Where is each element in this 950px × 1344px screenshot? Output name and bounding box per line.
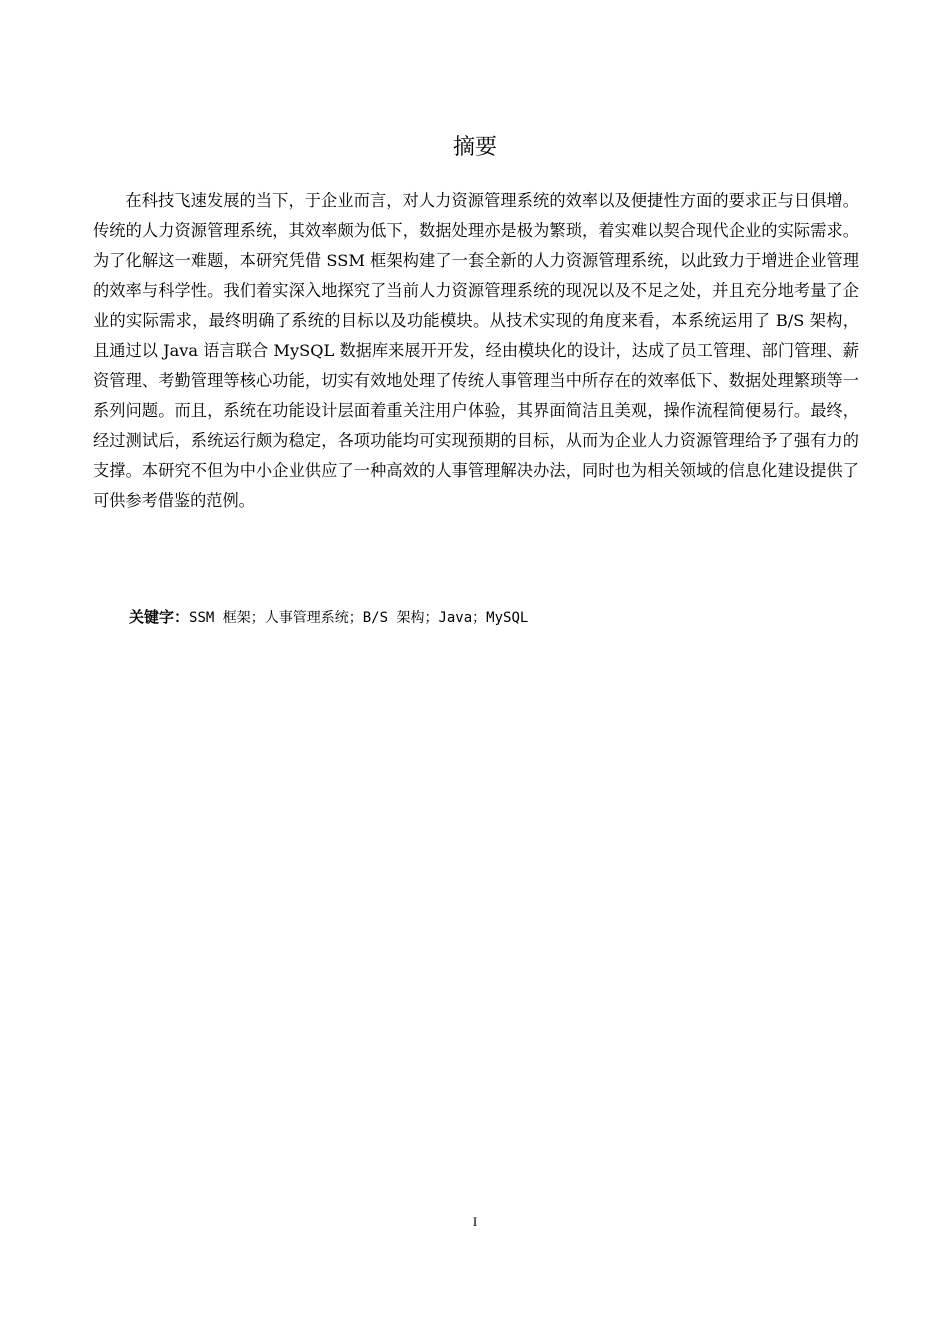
abstract-title: 摘要 <box>452 134 497 160</box>
page-number: I <box>472 1214 478 1229</box>
keywords-line <box>129 602 859 633</box>
keywords-text: SSM 框架；人事管理系统；B/S 架构；Java；MySQL <box>189 610 529 626</box>
abstract-paragraph: 在科技飞速发展的当下，于企业而言，对人力资源管理系统的效率以及便捷性方面的要求正与日俱增。传统的人力资源管理系统，其效率颇为低下，数据处理亦是极为繁琐，着实难以契合现代企业的实际需求。为了化解这一难题，本研究凭借 SSM 框架构建了一套全新的人力资源管理系统，以此致力于增进企业管理的效率与科学性。我们着实深入地探究了当前人力资源管理系统的现况以及不足之处，并且充分地考量了企业的实际需求，最终明确了系统的目标以及功能模块。从技术实现的角度来看，本系统运用了 B/S 架构，且通过以 Java 语言联合 MySQL 数据库来展开开发，经由模块化的设计，达成了员工管理、部门管理、薪资管理、考勤管理等核心功能，切实有效地处理了传统人事管理当中所存在的效率低下、数据处理繁琐等一系列问题。而且，系统在功能设计层面着重关注用户体验，其界面简洁且美观，操作流程简便易行。最终，经过测试后，系统运行颇为稳定，各项功能均可实现预期的目标，从而为企业人力资源管理给予了强有力的支撑。本研究不但为中小企业供应了一种高效的人事管理解决办法，同时也为相关领域的信息化建设提供了可供参考借鉴的范例。 <box>93 191 859 510</box>
keywords-label: 关键字： <box>129 608 190 626</box>
